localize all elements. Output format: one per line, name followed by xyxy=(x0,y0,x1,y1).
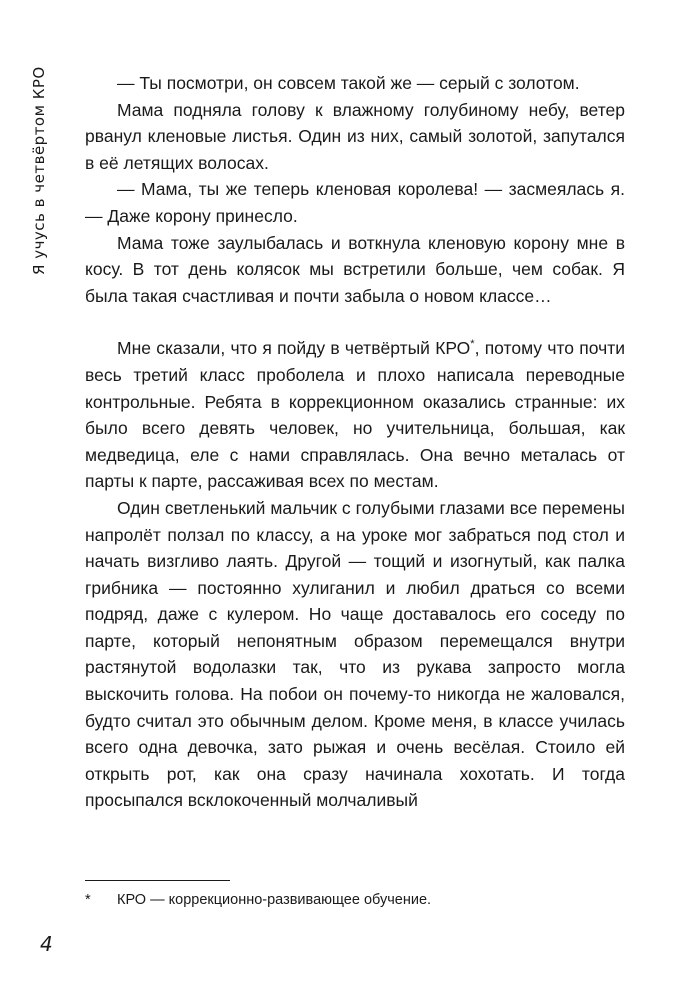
footnote-text: КРО — коррекционно-развивающее обучение. xyxy=(117,892,432,908)
footnote-reference: * xyxy=(470,338,475,351)
paragraph: Мама тоже заулыбалась и воткнула кленовую корону мне в косу. В тот день колясок мы встретили больше, чем собак. Я была такая счастливая и почти забыла о новом классе… xyxy=(85,232,625,306)
paragraph-text: , потому что почти весь третий класс проболела и плохо написала переводные контрольные. Ребята в коррекционном оказались странные: их было всего девять человек, но учительница, большая, как медведица, еле с нами справлялась. Она вечно металась от парты к парте, рассаживая всех по местам. xyxy=(85,338,625,492)
footnote-mark: * xyxy=(85,892,91,908)
paragraph: Мама подняла голову к влажному голубиному небу, ветер рванул кленовые листья. Один из них, самый золотой, запутался в её летящих волосах. xyxy=(85,99,625,173)
footnote-divider xyxy=(85,880,230,881)
footnote xyxy=(85,890,625,910)
paragraph-text: Мне сказали, что я пойду в четвёртый КРО xyxy=(117,338,471,359)
body-text xyxy=(85,70,625,814)
paragraph-with-footnote xyxy=(85,335,625,495)
paragraph: — Мама, ты же теперь кленовая королева! — засмеялась я. — Даже корону принесло. xyxy=(85,179,625,226)
paragraph: Один светленький мальчик с голубыми глазами все перемены напролёт ползал по классу, а на уроке мог забраться под стол и начать визгливо лаять. Другой — тощий и изогнутый, как палка грибника — постоянно хулиганил и любил драться со всеми подряд, даже с кулером. Но чаще доставалось его соседу по парте, который непонятным образом перемещался внутри растянутой водолазки так, что из рукава запросто могла выскочить голова. На побои он почему-то никогда не жаловался, будто считал это обычным делом. Кроме меня, в классе училась всего одна девочка, зато рыжая и очень весёлая. Стоило ей открыть рот, как она сразу начинала хохотать. И тогда просыпался всклокоченный молчаливый xyxy=(85,497,625,811)
running-head: Я учусь в четвёртом КРО xyxy=(30,66,48,275)
paragraph: — Ты посмотри, он совсем такой же — серый с золотом. xyxy=(117,73,580,93)
page-number: 4 xyxy=(40,932,53,956)
